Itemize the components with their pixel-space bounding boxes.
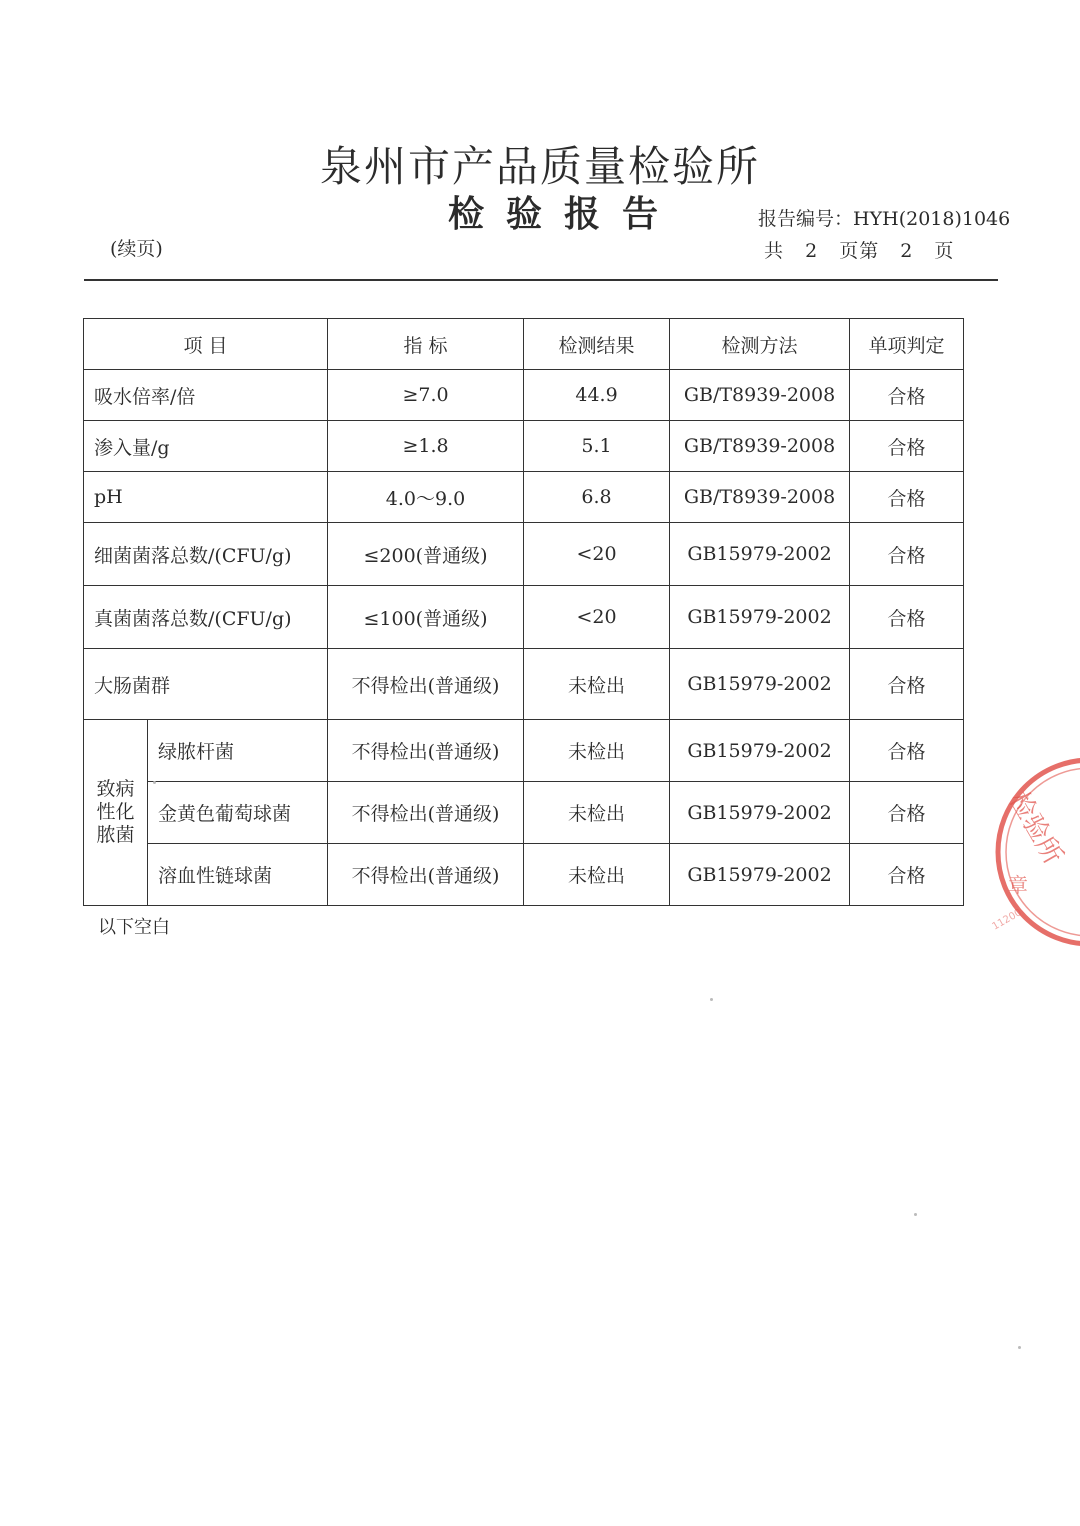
row-item: 吸水倍率/倍 <box>84 370 328 421</box>
report-number-label: 报告编号： <box>758 208 854 230</box>
header-standard: 指 标 <box>328 319 524 370</box>
seal-text-code: 11200 <box>990 907 1024 933</box>
row-item: 金黄色葡萄球菌 <box>148 782 328 844</box>
page-suffix: 页 <box>934 240 955 262</box>
table-row <box>84 523 964 586</box>
table-row <box>84 649 964 720</box>
row-standard: 不得检出(普通级) <box>328 649 524 720</box>
row-result: 未检出 <box>524 782 670 844</box>
seal-text-sub: 章 <box>1008 873 1028 897</box>
row-result: 44.9 <box>524 370 670 421</box>
row-result: 未检出 <box>524 649 670 720</box>
row-method: GB/T8939-2008 <box>670 370 850 421</box>
row-method: GB/T8939-2008 <box>670 421 850 472</box>
report-number <box>758 204 1010 231</box>
row-method: GB15979-2002 <box>670 523 850 586</box>
blank-below-note: 以下空白 <box>98 917 170 938</box>
results-table <box>83 318 964 906</box>
row-method: GB15979-2002 <box>670 649 850 720</box>
group-label <box>84 720 148 906</box>
row-standard: ≥7.0 <box>328 370 524 421</box>
table-row <box>84 586 964 649</box>
speck <box>914 1213 917 1216</box>
row-standard: ≥1.8 <box>328 421 524 472</box>
row-verdict: 合格 <box>850 782 964 844</box>
row-result: <20 <box>524 523 670 586</box>
table-row <box>84 720 964 782</box>
table-row <box>84 844 964 906</box>
row-result: 未检出 <box>524 844 670 906</box>
table-row <box>84 421 964 472</box>
page-mid: 页第 <box>839 240 880 262</box>
page-current: 2 <box>900 240 914 262</box>
row-standard: 不得检出(普通级) <box>328 844 524 906</box>
row-item: 绿脓杆菌 <box>148 720 328 782</box>
row-verdict: 合格 <box>850 370 964 421</box>
row-item: 溶血性链球菌 <box>148 844 328 906</box>
row-verdict: 合格 <box>850 586 964 649</box>
speck <box>710 998 713 1001</box>
row-verdict: 合格 <box>850 844 964 906</box>
header-divider <box>84 279 998 281</box>
table-row <box>84 472 964 523</box>
row-standard: 不得检出(普通级) <box>328 782 524 844</box>
row-verdict: 合格 <box>850 523 964 586</box>
group-label-line: 脓菌 <box>96 824 135 846</box>
header-verdict: 单项判定 <box>850 319 964 370</box>
row-item: 细菌菌落总数/(CFU/g) <box>84 523 328 586</box>
row-standard: ≤100(普通级) <box>328 586 524 649</box>
row-verdict: 合格 <box>850 720 964 782</box>
row-verdict: 合格 <box>850 421 964 472</box>
report-number-value: HYH(2018)1046 <box>853 208 1011 230</box>
page-total-prefix: 共 <box>764 240 785 262</box>
table-header-row <box>84 319 964 370</box>
row-item: pH <box>84 472 328 523</box>
seal-text-main: 检验所 <box>1002 786 1068 870</box>
header-item: 项 目 <box>84 319 328 370</box>
continuation-label: (续页) <box>110 238 163 260</box>
page-info <box>764 236 954 263</box>
row-result: 6.8 <box>524 472 670 523</box>
table-row <box>84 782 964 844</box>
row-method: GB15979-2002 <box>670 586 850 649</box>
row-method: GB15979-2002 <box>670 720 850 782</box>
speck <box>1018 1346 1021 1349</box>
row-item: 大肠菌群 <box>84 649 328 720</box>
page-total: 2 <box>805 240 819 262</box>
group-label-line: 性化 <box>96 801 135 823</box>
row-item: 渗入量/g <box>84 421 328 472</box>
table-row <box>84 370 964 421</box>
speck <box>153 781 156 784</box>
header-method: 检测方法 <box>670 319 850 370</box>
row-result: <20 <box>524 586 670 649</box>
row-standard: ≤200(普通级) <box>328 523 524 586</box>
seal-graphic <box>988 752 1080 948</box>
official-seal <box>988 752 1080 948</box>
row-result: 5.1 <box>524 421 670 472</box>
header-result: 检测结果 <box>524 319 670 370</box>
group-label-line: 致病 <box>96 778 135 800</box>
row-result: 未检出 <box>524 720 670 782</box>
row-method: GB15979-2002 <box>670 782 850 844</box>
row-item: 真菌菌落总数/(CFU/g) <box>84 586 328 649</box>
row-method: GB15979-2002 <box>670 844 850 906</box>
row-standard: 不得检出(普通级) <box>328 720 524 782</box>
row-verdict: 合格 <box>850 472 964 523</box>
row-method: GB/T8939-2008 <box>670 472 850 523</box>
report-title: 检验报告 <box>448 194 681 235</box>
organization-title: 泉州市产品质量检验所 <box>319 142 760 191</box>
row-verdict: 合格 <box>850 649 964 720</box>
row-standard: 4.0～9.0 <box>328 472 524 523</box>
